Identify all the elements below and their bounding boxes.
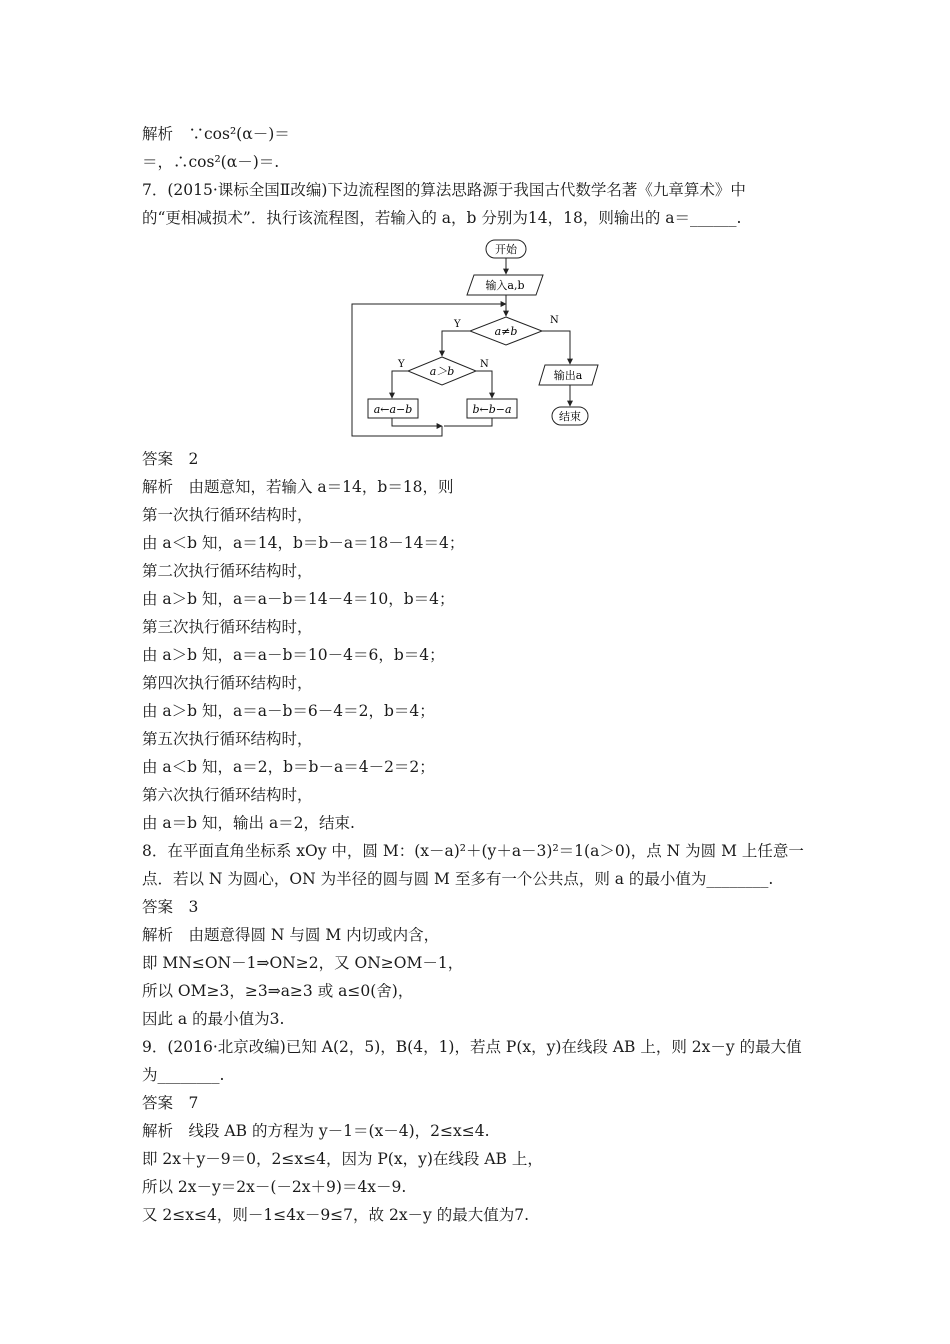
text-line: 由 a＞b 知，a＝a－b＝10－4＝6，b＝4； [142,646,445,664]
flowchart [346,236,606,442]
text-line: 第六次执行循环结构时， [142,786,313,804]
answer-9: 答案 7 [142,1094,199,1112]
start-label: 开始 [495,243,517,256]
question-9-line-2: 为________. [142,1066,225,1084]
yes-label: Y [454,319,461,330]
question-7-line-1: 7．(2015·课标全国Ⅱ改编)下边流程图的算法思路源于我国古代数学名著《九章算术》中 [142,181,746,199]
answer-8: 答案 3 [142,898,199,916]
text-line: 第一次执行循环结构时， [142,506,313,524]
text-line: 因此 a 的最小值为3. [142,1010,285,1028]
text-line: 由 a＝b 知，输出 a＝2，结束. [142,814,355,832]
text-line: 所以 2x－y＝2x－(－2x＋9)＝4x－9. [142,1178,407,1196]
text-line: 第二次执行循环结构时， [142,562,313,580]
decision-1-label: a≠b [494,325,518,338]
yes-label: Y [398,359,405,370]
text-line: 又 2≤x≤4，则－1≤4x－9≤7，故 2x－y 的最大值为7. [142,1206,530,1224]
assign-b-label: b←b−a [472,403,512,416]
text-line: 即 2x＋y－9＝0，2≤x≤4，因为 P(x，y)在线段 AB 上， [142,1150,543,1168]
text-line: 解析 由题意得圆 N 与圆 M 内切或内含， [142,926,440,944]
text-line: 解析 线段 AB 的方程为 y－1＝(x－4)，2≤x≤4. [142,1122,490,1140]
assign-a-label: a←a−b [373,403,413,416]
question-8-line-1: 8．在平面直角坐标系 xOy 中，圆 M：(x－a)²＋(y＋a－3)²＝1(a＞0)，点 N 为圆 M 上任意一 [142,842,804,860]
text-line: 第五次执行循环结构时， [142,730,313,748]
text-line: 由 a＞b 知，a＝a－b＝6－4＝2，b＝4； [142,702,435,720]
text-line: 即 MN≤ON－1⇒ON≥2，又 ON≥OM－1， [142,954,464,972]
text-line: 由 a＜b 知，a＝14，b＝b－a＝18－14＝4； [142,534,465,552]
question-9-line-1: 9．(2016·北京改编)已知 A(2，5)，B(4，1)，若点 P(x，y)在线段 AB 上，则 2x－y 的最大值 [142,1038,802,1056]
text-line: 由 a＜b 知，a＝2，b＝b－a＝4－2＝2； [142,758,435,776]
text-line: 所以 OM≥3，≥3⇒a≥3 或 a≤0(舍)， [142,982,414,1000]
decision-2-label: a＞b [429,365,455,378]
output-label: 输出a [553,369,583,382]
text-line: 由 a＞b 知，a＝a－b＝14－4＝10，b＝4； [142,590,455,608]
end-label: 结束 [559,410,581,423]
text-line: 解析 由题意知，若输入 a＝14，b＝18，则 [142,478,454,496]
text-line: 第三次执行循环结构时， [142,618,313,636]
question-8-line-2: 点．若以 N 为圆心，ON 为半径的圆与圆 M 至多有一个公共点，则 a 的最小值为________. [142,870,774,888]
text-line: 解析 ∵cos²(α－)＝ [142,125,290,143]
no-label: N [480,359,489,370]
text-line: 第四次执行循环结构时， [142,674,313,692]
question-7-line-2: 的“更相减损术”．执行该流程图，若输入的 a，b 分别为14，18，则输出的 a＝______. [142,209,742,227]
input-label: 输入a,b [485,279,525,292]
answer-7: 答案 2 [142,450,199,468]
no-label: N [550,315,559,326]
text-line: ＝，∴cos²(α－)＝. [142,153,280,171]
